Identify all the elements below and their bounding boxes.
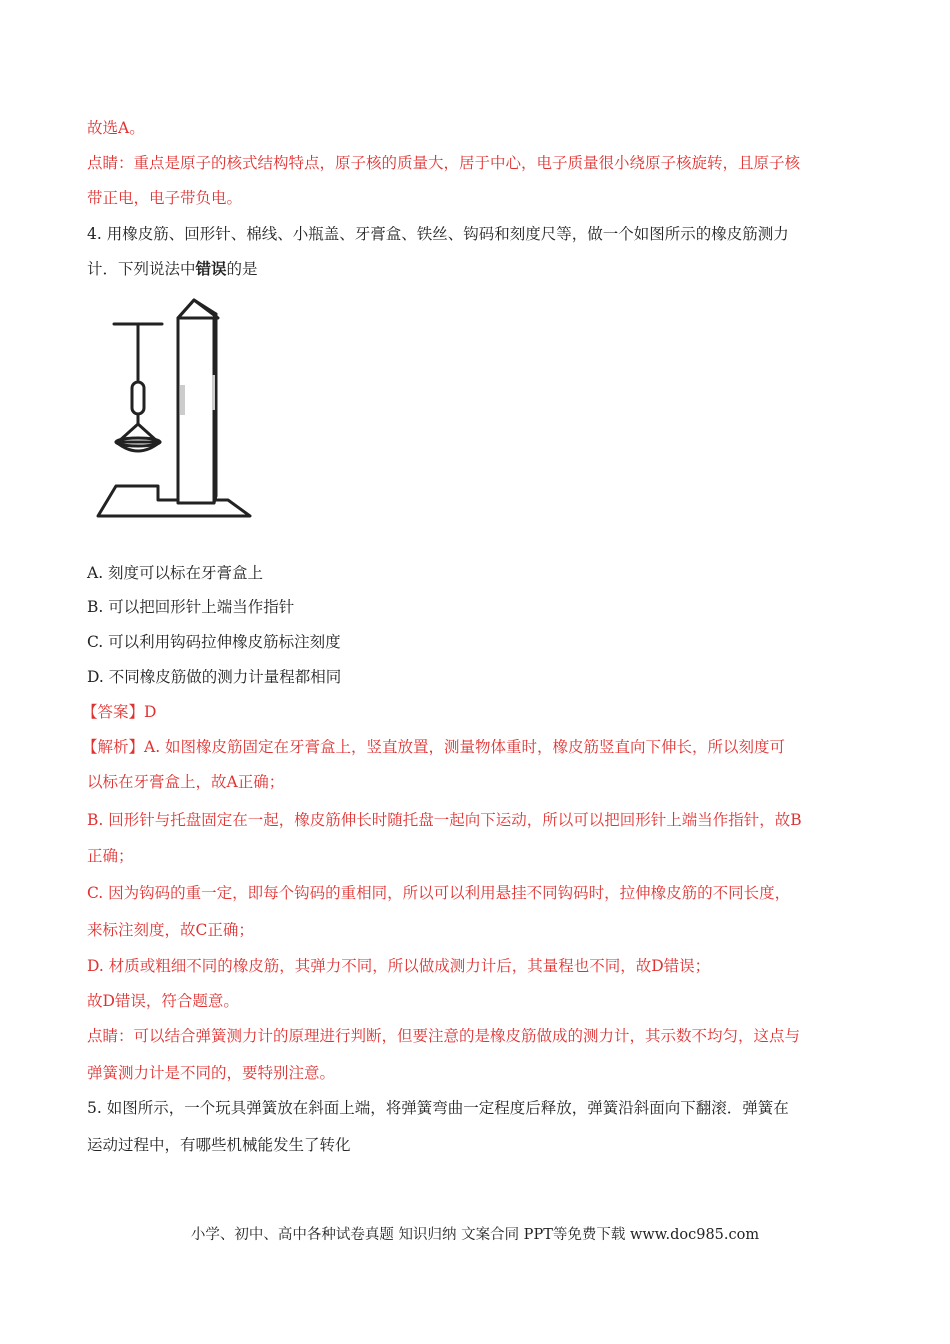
q4-analysis-line6: 来标注刻度，故C正确； <box>87 921 254 939</box>
q4-answer: 【答案】D <box>82 703 157 721</box>
q4-stem-suffix: 的是 <box>226 260 258 278</box>
page-footer: 小学、初中、高中各种试卷真题 知识归纳 文案合同 PPT等免费下载 www.doc985.com <box>190 1227 760 1243</box>
q4-analysis-line2: 以标在牙膏盒上，故A正确； <box>87 773 285 791</box>
q4-analysis-line3: B. 回形针与托盘固定在一起，橡皮筋伸长时随托盘一起向下运动，所以可以把回形针上端当作指针，故B <box>87 811 802 829</box>
q4-option-a: A. 刻度可以标在牙膏盒上 <box>87 564 264 582</box>
q5-stem-line1: 5. 如图所示，一个玩具弹簧放在斜面上端，将弹簧弯曲一定程度后释放，弹簧沿斜面向下翻滚．弹簧在 <box>87 1099 789 1117</box>
q4-stem-prefix: 计．下列说法中 <box>87 260 196 278</box>
q4-option-d: D. 不同橡皮筋做的测力计量程都相同 <box>87 668 342 686</box>
q4-conclusion: 故D错误，符合题意。 <box>87 992 239 1010</box>
q4-option-c: C. 可以利用钩码拉伸橡皮筋标注刻度 <box>87 633 341 651</box>
q4-stem-line1: 4. 用橡皮筋、回形针、棉线、小瓶盖、牙膏盒、铁丝、钩码和刻度尺等，做一个如图所示的橡皮筋测力 <box>87 225 789 243</box>
q4-analysis-line7: D. 材质或粗细不同的橡皮筋，其弹力不同，所以做成测力计后，其量程也不同，故D错误； <box>87 957 711 975</box>
q4-comment-line2: 弹簧测力计是不同的，要特别注意。 <box>87 1064 336 1082</box>
q4-stem-line2 <box>87 259 258 279</box>
q4-stem-emphasis: 错误 <box>195 259 227 278</box>
q4-comment-line1: 点睛：可以结合弹簧测力计的原理进行判断，但要注意的是橡皮筋做成的测力计，其示数不均匀，这点与 <box>87 1027 801 1045</box>
q5-stem-line2: 运动过程中，有哪些机械能发生了转化 <box>87 1136 351 1154</box>
q4-option-b: B. 可以把回形针上端当作指针 <box>87 598 295 616</box>
prev-conclusion: 故选A。 <box>87 119 145 137</box>
prev-comment-line1: 点睛：重点是原子的核式结构特点，原子核的质量大，居于中心，电子质量很小绕原子核旋转，且原子核 <box>87 154 801 172</box>
q4-analysis-line5: C. 因为钩码的重一定，即每个钩码的重相同，所以可以利用悬挂不同钩码时，拉伸橡皮筋的不同长度， <box>87 884 791 902</box>
rubber-band-dynamometer-figure <box>88 290 258 530</box>
q4-analysis-line4: 正确； <box>87 847 134 865</box>
q4-analysis-line1: 【解析】A. 如图橡皮筋固定在牙膏盒上，竖直放置，测量物体重时，橡皮筋竖直向下伸长，所以刻度可 <box>82 738 786 756</box>
prev-comment-line2: 带正电，电子带负电。 <box>87 189 243 207</box>
